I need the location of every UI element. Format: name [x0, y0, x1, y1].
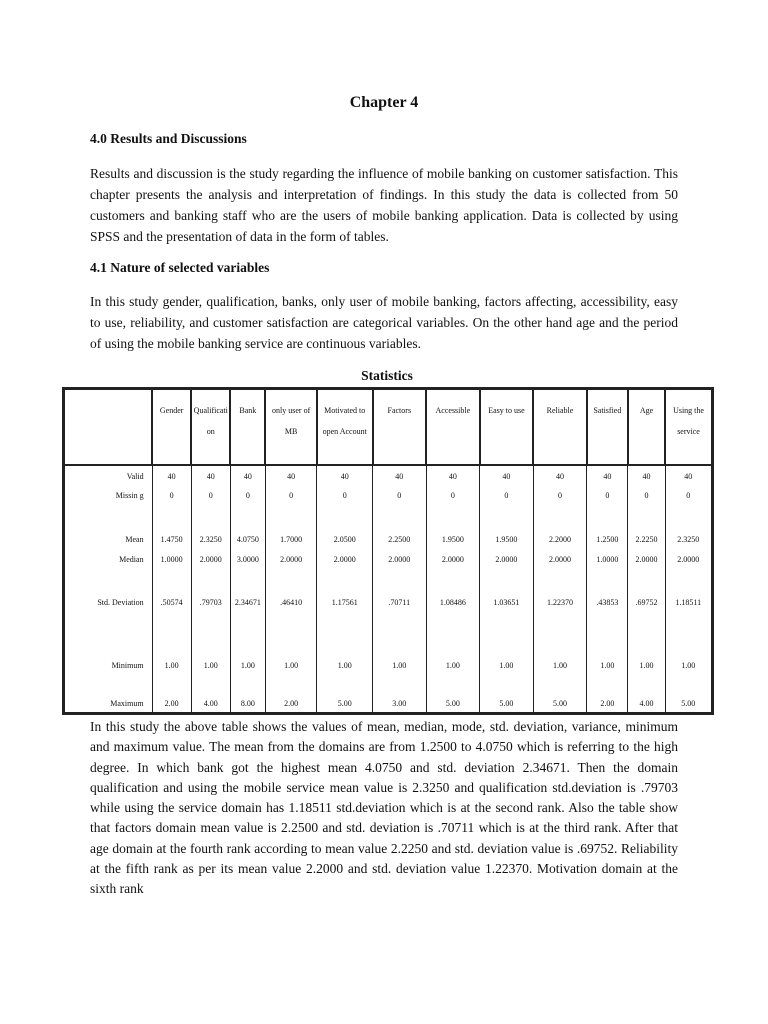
- table-cell: 0: [587, 488, 628, 530]
- row-label: Std. Deviation: [64, 570, 153, 636]
- paragraph-intro: Results and discussion is the study regarding the influence of mobile banking on customer satisfaction. This chapter presents the analysis and interpretation of findings. In this study the data is collected from 50 customers and banking staff who are the users of mobile banking application. Data is collected by using SPSS and the presentation of data in the form of tables.: [90, 166, 678, 244]
- table-corner-cell: [64, 389, 153, 466]
- table-cell: 0: [426, 488, 480, 530]
- table-cell: 40: [265, 465, 317, 488]
- table-cell: 1.00: [230, 636, 265, 696]
- table-cell: 0: [373, 488, 427, 530]
- table-cell: 40: [191, 465, 230, 488]
- table-cell: 40: [230, 465, 265, 488]
- table-cell: 2.2500: [373, 530, 427, 550]
- table-cell: 1.00: [317, 636, 373, 696]
- row-label: Minimum: [64, 636, 153, 696]
- row-label: Valid: [64, 465, 153, 488]
- table-cell: 40: [426, 465, 480, 488]
- column-header: Satisfied: [587, 389, 628, 466]
- table-cell: .70711: [373, 570, 427, 636]
- table-cell: 0: [628, 488, 665, 530]
- row-label: Median: [64, 550, 153, 570]
- table-cell: 1.00: [628, 636, 665, 696]
- table-cell: 1.00: [533, 636, 587, 696]
- table-cell: 40: [533, 465, 587, 488]
- table-cell: 3.00: [373, 696, 427, 714]
- table-cell: 1.03651: [480, 570, 534, 636]
- table-cell: 2.00: [152, 696, 191, 714]
- table-cell: 1.00: [480, 636, 534, 696]
- table-cell: 2.0000: [480, 550, 534, 570]
- table-cell: 5.00: [426, 696, 480, 714]
- table-cell: 2.0000: [533, 550, 587, 570]
- table-row: [64, 465, 713, 488]
- table-header-row: [64, 389, 713, 466]
- table-cell: 40: [317, 465, 373, 488]
- table-cell: 40: [373, 465, 427, 488]
- table-cell: 0: [533, 488, 587, 530]
- table-cell: 40: [628, 465, 665, 488]
- table-cell: 1.00: [665, 636, 712, 696]
- table-cell: 5.00: [317, 696, 373, 714]
- table-cell: 1.08486: [426, 570, 480, 636]
- table-cell: 4.0750: [230, 530, 265, 550]
- table-cell: 1.0000: [152, 550, 191, 570]
- row-label: Maximum: [64, 696, 153, 714]
- table-cell: 2.0000: [665, 550, 712, 570]
- column-header: Bank: [230, 389, 265, 466]
- table-cell: 1.2500: [587, 530, 628, 550]
- table-cell: 40: [152, 465, 191, 488]
- table-cell: 1.0000: [587, 550, 628, 570]
- table-row: [64, 530, 713, 550]
- table-cell: 2.3250: [665, 530, 712, 550]
- table-cell: 2.0000: [265, 550, 317, 570]
- table-cell: 2.0000: [191, 550, 230, 570]
- table-cell: .43853: [587, 570, 628, 636]
- table-cell: 3.0000: [230, 550, 265, 570]
- column-header: only user of MB: [265, 389, 317, 466]
- paragraph-variables: In this study gender, qualification, banks, only user of mobile banking, factors affecting, accessibility, easy to use, reliability, and customer satisfaction are categorical variables. On the other hand age and the period of using the mobile banking service are continuous variables.: [90, 294, 678, 351]
- table-cell: 2.2000: [533, 530, 587, 550]
- column-header: Age: [628, 389, 665, 466]
- table-row: [64, 696, 713, 714]
- table-cell: .50574: [152, 570, 191, 636]
- statistics-table: [62, 387, 714, 715]
- table-cell: 1.00: [191, 636, 230, 696]
- table-cell: 1.9500: [426, 530, 480, 550]
- table-cell: 0: [230, 488, 265, 530]
- paragraph-discussion: In this study the above table shows the values of mean, median, mode, std. deviation, variance, minimum and maximum value. The mean from the domains are from 1.2500 to 4.0750 which is referring to the high degree. In which bank got the highest mean 4.0750 and std. deviation 2.34671. Then the domain qualification and using the mobile service mean value is 2.3250 and qualification std.deviation is .79703 while using the service domain has 1.18511 std.deviation which is at the second rank. Also the table show that factors domain mean value is 2.2500 and std. deviation is .70711 which is at the third rank. After that age domain at the fourth rank according to mean value 2.2250 and std. deviation value is .69752. Reliability at the fifth rank as per its mean value 2.2000 and std. deviation value 1.22370. Motivation domain at the sixth rank: [90, 719, 678, 897]
- column-header: Qualificati on: [191, 389, 230, 466]
- table-cell: 5.00: [480, 696, 534, 714]
- table-row: [64, 636, 713, 696]
- table-cell: 1.4750: [152, 530, 191, 550]
- table-cell: 0: [152, 488, 191, 530]
- table-cell: 40: [587, 465, 628, 488]
- column-header: Easy to use: [480, 389, 534, 466]
- table-cell: 4.00: [191, 696, 230, 714]
- table-cell: 2.00: [265, 696, 317, 714]
- table-cell: 0: [265, 488, 317, 530]
- column-header: Using the service: [665, 389, 712, 466]
- column-header: Reliable: [533, 389, 587, 466]
- table-cell: 1.9500: [480, 530, 534, 550]
- chapter-title: Chapter 4: [349, 94, 419, 111]
- table-cell: 0: [317, 488, 373, 530]
- column-header: Motivated to open Account: [317, 389, 373, 466]
- table-cell: 1.22370: [533, 570, 587, 636]
- table-row: [64, 550, 713, 570]
- table-cell: 2.3250: [191, 530, 230, 550]
- table-cell: 2.0000: [373, 550, 427, 570]
- section-heading-results: 4.0 Results and Discussions: [90, 131, 247, 146]
- table-cell: 2.2250: [628, 530, 665, 550]
- table-title: Statistics: [361, 368, 413, 383]
- table-cell: 0: [665, 488, 712, 530]
- table-cell: 4.00: [628, 696, 665, 714]
- table-cell: 8.00: [230, 696, 265, 714]
- table-cell: 5.00: [533, 696, 587, 714]
- table-cell: 40: [665, 465, 712, 488]
- table-cell: 0: [191, 488, 230, 530]
- section-heading-variables: 4.1 Nature of selected variables: [90, 260, 270, 275]
- column-header: Factors: [373, 389, 427, 466]
- table-cell: 40: [480, 465, 534, 488]
- column-header: Accessible: [426, 389, 480, 466]
- table-cell: 1.17561: [317, 570, 373, 636]
- table-cell: 1.00: [265, 636, 317, 696]
- table-cell: 0: [480, 488, 534, 530]
- table-cell: 1.00: [426, 636, 480, 696]
- row-label: Mean: [64, 530, 153, 550]
- column-header: Gender: [152, 389, 191, 466]
- table-cell: 1.7000: [265, 530, 317, 550]
- table-cell: 2.34671: [230, 570, 265, 636]
- table-cell: 1.00: [587, 636, 628, 696]
- table-cell: 2.0000: [628, 550, 665, 570]
- table-cell: .79703: [191, 570, 230, 636]
- table-cell: .69752: [628, 570, 665, 636]
- table-cell: 2.0500: [317, 530, 373, 550]
- row-label: Missin g: [64, 488, 153, 530]
- table-cell: 5.00: [665, 696, 712, 714]
- table-cell: 1.00: [373, 636, 427, 696]
- table-row: [64, 488, 713, 530]
- table-cell: 2.0000: [426, 550, 480, 570]
- table-cell: 1.18511: [665, 570, 712, 636]
- table-cell: 2.00: [587, 696, 628, 714]
- table-cell: .46410: [265, 570, 317, 636]
- table-cell: 1.00: [152, 636, 191, 696]
- table-row: [64, 570, 713, 636]
- table-cell: 2.0000: [317, 550, 373, 570]
